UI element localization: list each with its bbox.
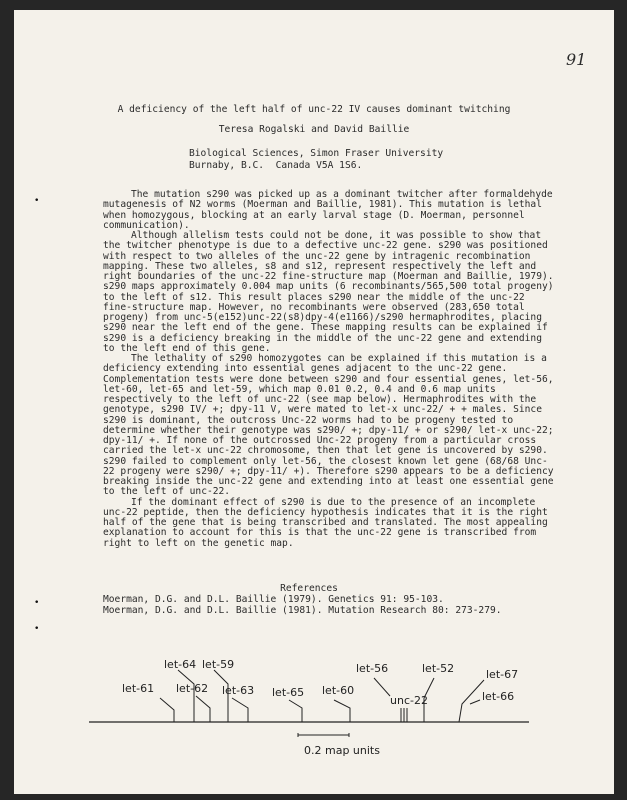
gene-label: let-66 <box>482 690 515 703</box>
gene-label: let-56 <box>356 662 389 675</box>
affiliation-line: Biological Sciences, Simon Fraser University <box>189 148 444 159</box>
affiliation-line: Burnaby, B.C. Canada V5A 1S6. <box>189 160 363 171</box>
references-list <box>103 595 502 616</box>
marker-let-56 <box>374 678 390 696</box>
gene-label: let-62 <box>176 682 209 695</box>
gene-label: let-59 <box>202 658 235 671</box>
marker-let-62 <box>196 696 210 722</box>
gene-label: let-65 <box>272 686 305 699</box>
page-title: A deficiency of the left half of unc-22 IV causes dominant twitching <box>117 104 511 115</box>
affiliation <box>189 148 443 172</box>
marker-let-66 <box>470 700 480 704</box>
genetic-map-diagram <box>14 642 614 772</box>
gene-label: let-64 <box>164 658 197 671</box>
marker-let-65 <box>289 700 302 722</box>
paragraph: The lethality of s290 homozygotes can be explained if this mutation is a deficiency extending into essential genes adjacent to the unc-22 gene. Complementation tests were done between s290 and four essential genes, let-56, let-60, let-65 and let-59, which map 0.01 0.2, 0.4 and 0.6 map units respectively to the left of unc-22 (see map below). Hermaphrodites with the genotype, s290 IV/ +; dpy-11 V, were mated to let-x unc-22/ + + males. Since s290 is dominant, the outcross Unc-22 worms had to be progeny tested to determine whether their genotype was s290/ +; dpy-11/ + or s290/ let-x unc-22; dpy-11/ +. If none of the outcrossed Unc-22 progeny from a particular cross carried the let-x unc-22 chromosome, then that let gene is uncovered by s290. s290 failed to complement only let-56, the closest known let gene (68/68 Unc-22 progeny were s290/ +; dpy-11/ +). Therefore s290 appears to be a deficiency breaking inside the unc-22 gene and extending into at least one essential gene to the left of unc-22. <box>103 353 554 498</box>
paragraph: Although allelism tests could not be done, it was possible to show that the twitcher phenotype is due to a defective unc-22 gene. s290 was positioned with respect to two alleles of the unc-22 gene by intragenic recombination mapping. These two alleles, s8 and s12, represent respectively the left and right boundaries of the unc-22 fine-structure map (Moerman and Baillie, 1979). s290 maps approximately 0.004 map units (6 recombinants/565,500 total progeny) to the left of s12. This result places s290 near the middle of the unc-22 fine-structure map. However, no recombinants were observed (283,650 total progeny) from unc-5(e152)unc-22(s8)dpy-4(e1166)/s290 hermaphrodites, placing s290 near the left end of the gene. These mapping results can be explained if s290 is a deficiency breaking in the middle of the unc-22 gene and extending to the left end of this gene. <box>103 230 554 354</box>
gene-label: let-61 <box>122 682 155 695</box>
marker-let-67 <box>459 680 484 722</box>
marker-unc-22 <box>401 708 407 722</box>
paragraph: If the dominant effect of s290 is due to the presence of an incomplete unc-22 peptide, then the deficiency hypothesis indicates that it is the right half of the gene that is being transcribed and translated. The most appealing explanation to account for this is that the unc-22 gene is transcribed from right to left on the genetic map. <box>103 496 548 549</box>
document-page <box>14 10 614 794</box>
reference-item: Moerman, D.G. and D.L. Baillie (1979). Genetics 91: 95-103. <box>103 594 444 605</box>
page-number: 91 <box>566 50 587 69</box>
margin-mark: • <box>34 196 40 206</box>
scale-bar <box>298 733 349 737</box>
reference-item: Moerman, D.G. and D.L. Baillie (1981). Mutation Research 80: 273-279. <box>103 604 502 616</box>
marker-let-64 <box>178 670 194 722</box>
gene-label: let-60 <box>322 684 355 697</box>
references-heading: References <box>280 583 338 594</box>
body-text <box>103 190 558 549</box>
marker-let-63 <box>232 698 248 722</box>
marker-let-60 <box>334 700 350 722</box>
gene-label: let-63 <box>222 684 255 697</box>
gene-label: unc-22 <box>390 694 428 707</box>
gene-label: let-67 <box>486 668 519 681</box>
margin-mark: • <box>34 598 40 608</box>
marker-let-61 <box>160 698 174 722</box>
scale-label: 0.2 map units <box>304 744 380 757</box>
paragraph: The mutation s290 was picked up as a dominant twitcher after formaldehyde mutagenesis of N2 worms (Moerman and Baillie, 1981). This mutation is lethal when homozygous, blocking at an early larval stage (D. Moerman, personnel communication). <box>103 189 553 231</box>
authors: Teresa Rogalski and David Baillie <box>218 124 410 135</box>
gene-label: let-52 <box>422 662 455 675</box>
margin-mark: • <box>34 624 40 634</box>
